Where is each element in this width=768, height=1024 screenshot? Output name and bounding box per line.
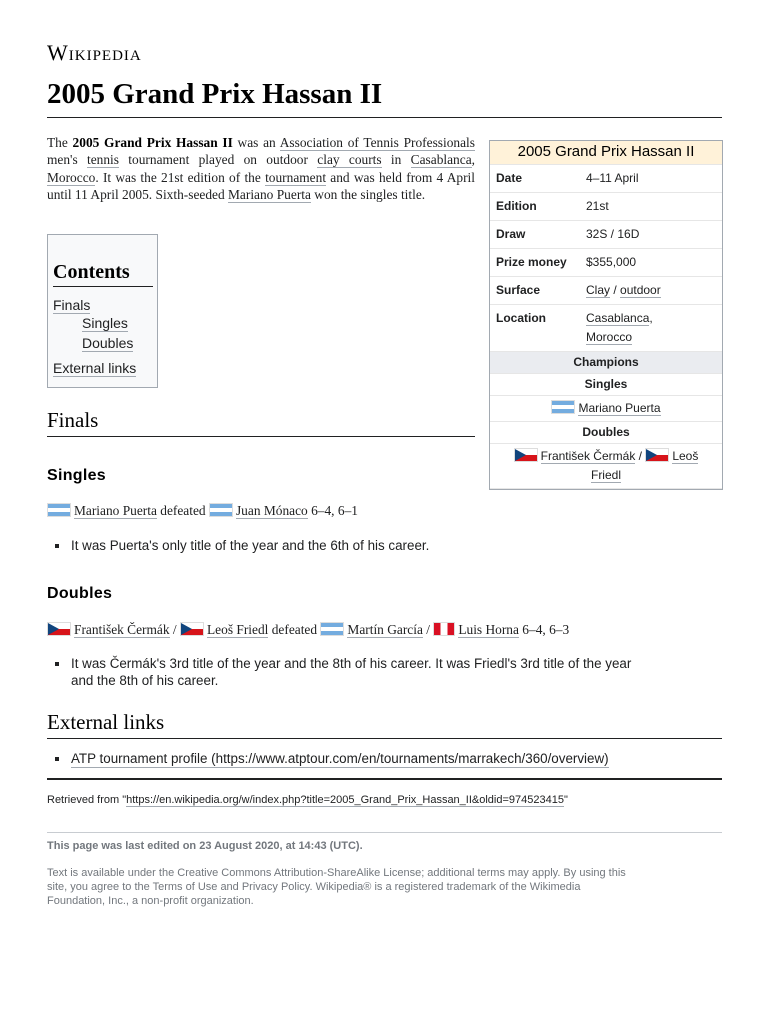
- link-casablanca[interactable]: Casablanca: [586, 311, 650, 325]
- infobox-row-surface: [490, 277, 722, 305]
- singles-note: It was Puerta's only title of the year and the 6th of his career.: [71, 538, 430, 553]
- lead-text: . It was the 21st edition of the: [95, 169, 266, 185]
- infobox-singles-champion: [490, 396, 722, 422]
- infobox-value: 32S / 16D: [586, 227, 640, 241]
- infobox-label: Prize money: [496, 255, 567, 269]
- infobox-label: Date: [496, 171, 523, 185]
- infobox-row-date: [490, 165, 722, 193]
- lead-text: The: [47, 135, 73, 150]
- lead-text: tournament played on outdoor: [119, 152, 318, 168]
- score-text: 6–4, 6–3: [518, 622, 570, 637]
- link-clay-courts[interactable]: clay courts: [317, 152, 382, 168]
- lead-text: ,: [471, 152, 476, 168]
- czech-flag-icon: [47, 622, 71, 636]
- list-item: [55, 750, 609, 768]
- license-line: site, you agree to the Terms of Use and Privacy Policy. Wikipedia® is a registered trademark of the Wikimedia: [47, 881, 581, 893]
- link-atp[interactable]: Association of Tennis Professionals: [279, 135, 475, 150]
- toc-title: Contents: [53, 261, 153, 287]
- toc-item-doubles[interactable]: Doubles: [82, 335, 134, 351]
- peru-flag-icon: [433, 622, 455, 636]
- doubles-result: [47, 622, 569, 638]
- separator: /: [422, 622, 434, 637]
- section-heading-finals: Finals: [47, 408, 475, 437]
- link-leos-friedl[interactable]: Leoš: [672, 449, 699, 463]
- czech-flag-icon: [180, 622, 204, 636]
- infobox-row-location: [490, 305, 722, 352]
- retrieved-url-link[interactable]: https://en.wikipedia.org/w/index.php?title=2005_Grand_Prix_Hassan_II&oldid=974523415: [126, 794, 564, 806]
- argentina-flag-icon: [320, 622, 344, 636]
- infobox-singles-header: Singles: [490, 374, 722, 396]
- lead-bold-title: 2005 Grand Prix Hassan II: [72, 135, 233, 150]
- link-morocco[interactable]: Morocco: [586, 330, 633, 344]
- infobox-row-edition: [490, 193, 722, 221]
- lead-text: men's: [47, 152, 87, 168]
- divider: [47, 778, 722, 780]
- infobox-doubles-header: Doubles: [490, 422, 722, 444]
- link-leos-friedl[interactable]: Friedl: [590, 468, 621, 482]
- doubles-note-line2: and the 8th of his career.: [71, 673, 219, 688]
- separator: /: [635, 449, 646, 463]
- retrieved-suffix: ": [563, 794, 568, 806]
- infobox-row-prize-money: [490, 249, 722, 277]
- infobox-row-draw: [490, 221, 722, 249]
- section-heading-external-links: External links: [47, 710, 722, 739]
- infobox-value: 21st: [586, 199, 609, 213]
- result-text: defeated: [268, 622, 321, 637]
- link-mariano-puerta[interactable]: Mariano Puerta: [228, 187, 311, 203]
- link-juan-monaco[interactable]: Juan Mónaco: [235, 503, 308, 518]
- infobox-value: [586, 309, 716, 347]
- link-mariano-puerta[interactable]: Mariano Puerta: [74, 503, 157, 518]
- link-martin-garcia[interactable]: Martín García: [347, 622, 423, 637]
- lead-text: in: [381, 152, 411, 168]
- czech-flag-icon: [645, 448, 669, 462]
- license-text: [47, 866, 626, 908]
- infobox-value: $355,000: [586, 255, 637, 269]
- infobox-caption: 2005 Grand Prix Hassan II: [490, 141, 722, 165]
- link-frantisek-cermak[interactable]: František Čermák: [540, 449, 636, 463]
- infobox-doubles-champions: [490, 444, 722, 489]
- link-leos-friedl[interactable]: Leoš Friedl: [207, 622, 269, 637]
- infobox-value: [586, 281, 716, 300]
- score-text: 6–4, 6–1: [307, 503, 358, 518]
- divider: [47, 832, 722, 833]
- link-mariano-puerta[interactable]: Mariano Puerta: [578, 401, 661, 415]
- list-item: [55, 655, 725, 689]
- link-morocco[interactable]: Morocco: [47, 169, 96, 185]
- czech-flag-icon: [514, 448, 538, 462]
- toc-item-finals[interactable]: Finals: [53, 297, 91, 313]
- retrieved-prefix: Retrieved from ": [47, 794, 127, 806]
- argentina-flag-icon: [551, 400, 575, 414]
- separator: ,: [649, 311, 653, 325]
- list-item: [55, 537, 429, 554]
- link-casablanca[interactable]: Casablanca: [410, 152, 472, 168]
- link-outdoor[interactable]: outdoor: [620, 283, 661, 297]
- infobox: [489, 140, 723, 490]
- toc-item-singles[interactable]: Singles: [82, 315, 128, 331]
- wikipedia-wordmark[interactable]: Wikipedia: [47, 40, 142, 65]
- result-text: defeated: [156, 503, 209, 518]
- singles-result: [47, 503, 358, 519]
- link-tournament[interactable]: tournament: [265, 169, 327, 185]
- separator: /: [169, 622, 180, 637]
- last-edited: This page was last edited on 23 August 2020, at 14:43 (UTC).: [47, 840, 363, 852]
- lead-text: was an: [232, 135, 280, 150]
- license-line: Foundation, Inc., a non-profit organization.: [47, 895, 254, 907]
- infobox-label: Edition: [496, 199, 537, 213]
- infobox-label: Surface: [496, 283, 541, 297]
- license-line: Text is available under the Creative Commons Attribution-ShareAlike License; additional terms may apply. By using this: [47, 867, 626, 879]
- page-title: 2005 Grand Prix Hassan II: [47, 78, 722, 118]
- infobox-champions-header: Champions: [490, 352, 722, 374]
- link-atp-profile[interactable]: ATP tournament profile (https://www.atptour.com/en/tournaments/marrakech/360/overview): [71, 751, 609, 766]
- infobox-value: 4–11 April: [586, 171, 639, 185]
- link-clay[interactable]: Clay: [586, 283, 611, 297]
- table-of-contents: [47, 234, 158, 388]
- lead-text: won the singles title.: [310, 187, 426, 203]
- doubles-note-line1: It was Čermák's 3rd title of the year and the 8th of his career. It was Friedl's 3rd title of the year: [71, 656, 632, 671]
- argentina-flag-icon: [47, 503, 71, 517]
- lead-text: and was held from 4 April until 11 April 2005. Sixth-seeded: [47, 169, 475, 203]
- section-heading-doubles: Doubles: [47, 585, 113, 602]
- toc-item-external-links[interactable]: External links: [53, 360, 137, 376]
- link-frantisek-cermak[interactable]: František Čermák: [74, 622, 170, 637]
- infobox-label: Location: [496, 311, 546, 325]
- infobox-label: Draw: [496, 227, 526, 241]
- link-tennis[interactable]: tennis: [87, 152, 119, 168]
- separator: /: [610, 283, 621, 297]
- section-heading-singles: Singles: [47, 467, 107, 484]
- link-luis-horna[interactable]: Luis Horna: [458, 622, 519, 637]
- argentina-flag-icon: [209, 503, 233, 517]
- lead-paragraph: [47, 134, 475, 204]
- retrieved-from: [47, 794, 568, 806]
